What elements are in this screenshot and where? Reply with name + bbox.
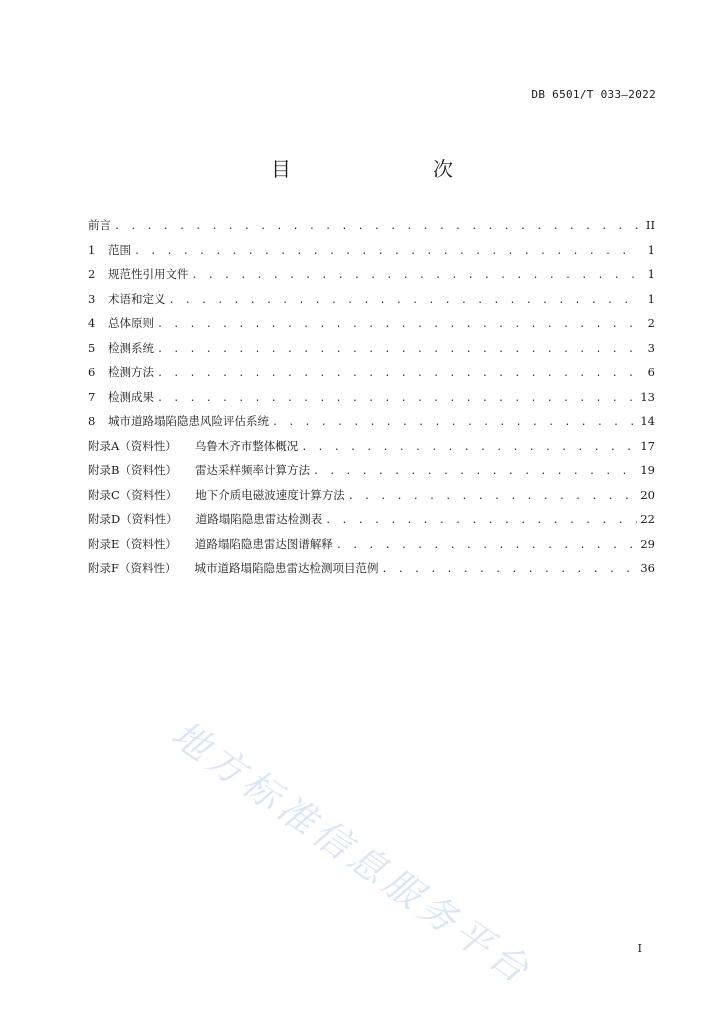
toc-entry[interactable] [88, 413, 655, 438]
toc-leader-dots [336, 540, 637, 551]
toc-entry-label: 城市道路塌陷隐患雷达检测项目范例 [194, 561, 379, 575]
toc-entry[interactable] [88, 217, 655, 242]
toc-leader-dots [157, 393, 637, 404]
toc-entry-label: 检测方法 [108, 365, 154, 379]
toc-entry-appendix: 附录C（资料性） [88, 487, 178, 502]
toc-entry-number: 3 [88, 291, 96, 306]
toc-entry-page: 29 [640, 536, 655, 551]
toc-entry-label: 地下介质电磁波速度计算方法 [195, 487, 345, 502]
toc-entry[interactable] [88, 364, 655, 389]
toc-leader-dots [114, 221, 638, 232]
document-code: DB 6501/T 033—2022 [531, 88, 656, 101]
toc-entry-label: 范围 [108, 242, 131, 257]
toc-entry-page: 17 [640, 438, 655, 453]
toc-leader-dots [272, 417, 637, 428]
toc-entry-page: 1 [647, 267, 655, 281]
toc-entry[interactable] [88, 560, 655, 585]
toc-entry-label: 前言 [88, 218, 111, 232]
toc-entry[interactable] [88, 315, 655, 340]
page-title: 目 次 [271, 157, 487, 181]
toc-leader-dots [381, 564, 637, 575]
toc-entry-number: 2 [88, 267, 96, 281]
toc-entry-label: 检测成果 [108, 389, 154, 404]
toc-leader-dots [134, 246, 638, 257]
table-of-contents [88, 217, 655, 585]
toc-entry-label: 雷达采样频率计算方法 [194, 463, 310, 477]
toc-entry-label: 乌鲁木齐市整体概况 [194, 438, 299, 453]
toc-entry-page: 20 [640, 487, 655, 502]
toc-entry-number: 7 [88, 389, 96, 404]
toc-entry-number: 1 [88, 242, 96, 257]
toc-leader-dots [348, 491, 638, 502]
toc-entry[interactable] [88, 291, 655, 316]
toc-entry-label: 总体原则 [108, 316, 154, 330]
toc-entry-label: 术语和定义 [108, 291, 166, 306]
toc-entry-page: 1 [647, 242, 655, 257]
toc-leader-dots [301, 442, 637, 453]
toc-entry-label: 检测系统 [108, 340, 154, 355]
toc-entry-page: 3 [647, 340, 655, 355]
toc-entry-appendix: 附录B（资料性） [88, 463, 177, 477]
toc-entry[interactable] [88, 266, 655, 291]
toc-entry[interactable] [88, 340, 655, 365]
toc-leader-dots [157, 368, 638, 379]
toc-entry-page: 1 [647, 291, 655, 306]
toc-entry-page: II [645, 218, 655, 232]
page-number: I [637, 942, 642, 955]
toc-entry-appendix: 附录A（资料性） [88, 438, 177, 453]
toc-entry-label: 道路塌陷隐患雷达检测表 [195, 512, 323, 526]
toc-entry-label: 规范性引用文件 [108, 267, 189, 281]
toc-leader-dots [169, 295, 639, 306]
toc-leader-dots [157, 344, 638, 355]
toc-leader-dots [313, 466, 637, 477]
toc-entry-page: 6 [647, 365, 655, 379]
toc-leader-dots [325, 515, 637, 526]
toc-entry-appendix: 附录F（资料性） [88, 561, 177, 575]
toc-entry[interactable] [88, 438, 655, 463]
watermark: 地方标准信息服务平台 [163, 712, 541, 995]
toc-entry[interactable] [88, 536, 655, 561]
toc-entry[interactable] [88, 389, 655, 414]
toc-leader-dots [192, 270, 639, 281]
toc-entry-number: 5 [88, 340, 96, 355]
toc-leader-dots [157, 319, 638, 330]
toc-entry-label: 道路塌陷隐患雷达图谱解释 [194, 536, 333, 551]
toc-entry[interactable] [88, 242, 655, 267]
toc-entry[interactable] [88, 511, 655, 536]
toc-entry-number: 4 [88, 316, 96, 330]
toc-entry-page: 2 [647, 316, 655, 330]
toc-entry-page: 36 [640, 561, 655, 575]
toc-entry-page: 13 [640, 389, 655, 404]
toc-entry-page: 14 [640, 414, 655, 428]
toc-entry-appendix: 附录D（资料性） [88, 512, 178, 526]
toc-entry-label: 城市道路塌陷隐患风险评估系统 [108, 414, 269, 428]
toc-entry-number: 8 [88, 414, 96, 428]
toc-entry-number: 6 [88, 365, 96, 379]
toc-entry[interactable] [88, 462, 655, 487]
toc-entry-appendix: 附录E（资料性） [88, 536, 177, 551]
toc-entry-page: 22 [640, 512, 655, 526]
toc-entry[interactable] [88, 487, 655, 512]
toc-entry-page: 19 [640, 463, 655, 477]
